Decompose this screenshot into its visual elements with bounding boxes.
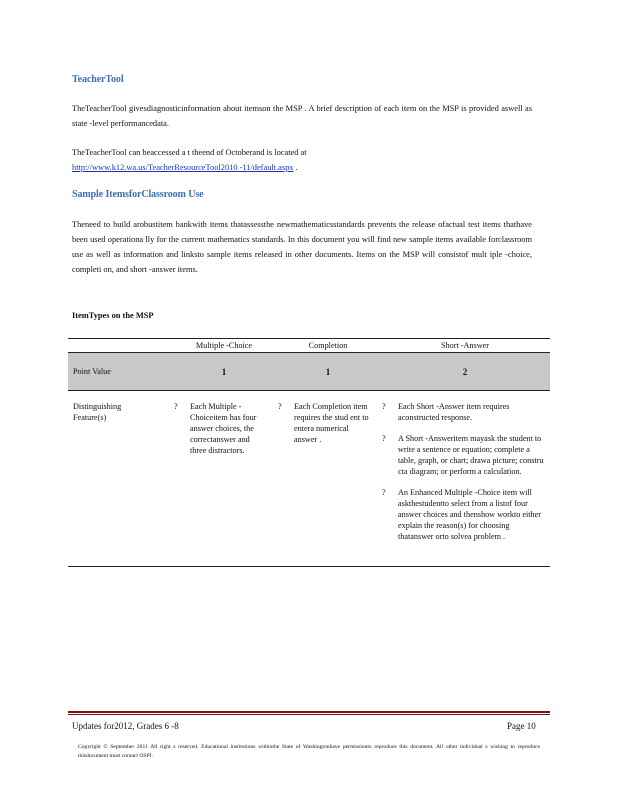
point-value-completion: 1 (276, 353, 380, 391)
features-multiple-choice (172, 391, 276, 567)
item-types-table (68, 338, 550, 567)
features-label-text: Distinguishing Feature(s) (73, 402, 122, 422)
column-header-short-answer: Short -Answer (380, 339, 550, 353)
teacher-tool-access-paragraph (72, 145, 532, 175)
footer-updates-text: Updates for2012, Grades 6 -8 (72, 721, 179, 731)
footer-rule-thin (68, 714, 550, 715)
table-header-row (68, 339, 550, 353)
footer-rule (68, 711, 550, 713)
bullet-text: A Short -Answeritem mayask the student to write a sentence or equation; complete a table, graph, or chart; drawa picture; constru cta diagram; or perform a calculation. (398, 434, 544, 476)
list-item (380, 487, 544, 542)
point-value-label: Point Value (68, 353, 172, 391)
copyright-notice: Copyright © September 2011 All right s reserved. Educational institutions withinthe State of Washingtonhave permissionto reproduce this document. All other individual s wishing to reproduce thisdocument must contact OSPI. (78, 744, 540, 759)
column-header-multiple-choice: Multiple -Choice (172, 339, 276, 353)
features-row (68, 391, 550, 567)
column-header-empty (68, 339, 172, 353)
list-item (276, 401, 370, 445)
bullet-marker: ? (382, 434, 386, 443)
bullet-text: Each Multiple - Choiceitem has four answer choices, the correctanswer and three distractors. (190, 402, 257, 455)
point-value-multiple-choice: 1 (172, 353, 276, 391)
bullet-text: An Enhanced Multiple -Choice item will askthestudentto select from a listof four answer choices and thenshow workto either explain the reason(s) for choosing thatanswer orto solvea problem . (398, 488, 542, 541)
features-label (68, 391, 172, 567)
bullet-marker: ? (278, 402, 282, 411)
bullet-marker: ? (174, 402, 178, 411)
teacher-resource-link[interactable]: http://www.k12.wa.us/TeacherResourceTool2010 -11/default.aspx (72, 163, 294, 172)
bullet-text: Each Completion item requires the stud ent to entera numerical answer . (294, 402, 369, 444)
list-item (380, 433, 544, 477)
teacher-tool-heading: TeacherTool (72, 74, 124, 85)
list-item (172, 401, 266, 456)
features-short-answer (380, 391, 550, 567)
features-completion (276, 391, 380, 567)
bullet-text: Each Short -Answer item requires aconstructed response. (398, 402, 510, 422)
bullet-marker: ? (382, 488, 386, 497)
list-item (380, 401, 544, 423)
sample-items-heading: Sample ItemsforClassroom Use (72, 189, 204, 200)
access-period: . (295, 163, 298, 172)
point-value-row (68, 353, 550, 391)
teacher-tool-paragraph: TheTeacherTool givesdiagnosticinformation about itemson the MSP . A brief description of each item on the MSP is provided aswell as state -level performancedata. (72, 104, 532, 128)
access-text: TheTeacherTool can beaccessed a t theend of Octoberand is located at (72, 148, 307, 157)
bullet-marker: ? (382, 402, 386, 411)
footer-page-number: Page 10 (507, 721, 536, 731)
sample-items-paragraph: Theneed to build arobustitem bankwith items thatassessthe newmathematicsstandards prevents the release ofactual test items thathave been used operationa lly for the current mathematics standards. In this document you will find new sample items available forclassroom use as well as information and linksto sample items released in other documents. Items on the MSP will consistof mult iple -choice, completi on, and short -answer items. (72, 220, 532, 274)
column-header-completion: Completion (276, 339, 380, 353)
item-types-title: ItemTypes on the MSP (72, 311, 154, 320)
point-value-short-answer: 2 (380, 353, 550, 391)
